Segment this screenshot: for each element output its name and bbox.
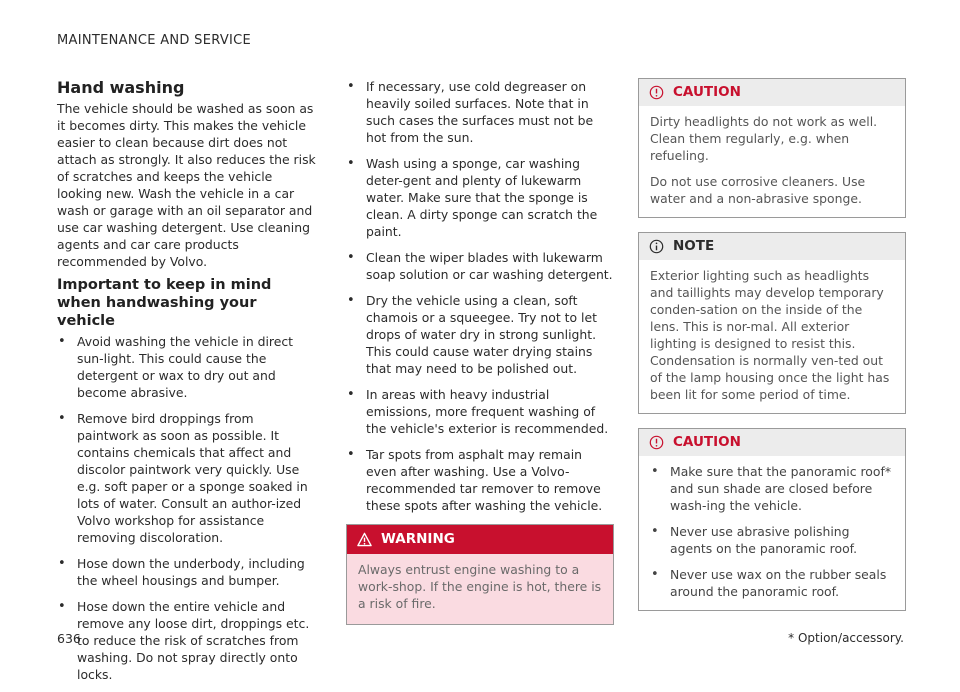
note-body [639, 260, 905, 413]
caution-header [639, 79, 905, 106]
list-item: • Hose down the underbody, including the wheel housings and bumper. [57, 555, 319, 589]
list-item: • Tar spots from asphalt may remain even after washing. Use a Volvo-recommended tar remover to remove these spots after washing the vehicle. [346, 446, 614, 514]
caution-box [638, 78, 906, 218]
intro-paragraph: The vehicle should be washed as soon as it becomes dirty. This makes the vehicle easier to clean because dirt does not attach as strongly. It also reduces the risk of scratches and keeps the vehicle looking new. Wash the vehicle in a car wash or garage with an oil separator and use car washing detergent. Use cleaning agents and car care products recommended by Volvo. [57, 101, 316, 269]
caution-info-icon [649, 85, 664, 100]
warning-title: WARNING [381, 531, 455, 547]
column-3 [638, 78, 906, 625]
caution-text: Do not use corrosive cleaners. Use water and a non-abrasive sponge. [650, 174, 866, 206]
caution-box [638, 428, 906, 611]
warning-text: Always entrust engine washing to a work-shop. If the engine is hot, there is a risk of fire. [358, 562, 602, 611]
caution-text: Dirty headlights do not work as well. Clean them regularly, e.g. when refueling. [650, 114, 878, 163]
section-subtitle: Important to keep in mind when handwashing your vehicle [57, 277, 272, 329]
caution-body [639, 456, 905, 610]
page-title: Hand washing [57, 78, 185, 97]
list-item: • Remove bird droppings from paintwork as soon as possible. It contains chemicals that affect and discolor paintwork very quickly. Use e.g. soft paper or a sponge soaked in lots of water. Consult an author-ized Volvo workshop for assistance removing discoloration. [57, 410, 319, 546]
list-item: • Make sure that the panoramic roof* and sun shade are closed before wash-ing the vehicle. [650, 463, 894, 514]
page-number: 636 [57, 631, 81, 646]
note-info-icon [649, 239, 664, 254]
caution-body [639, 106, 905, 217]
warning-header [347, 525, 613, 554]
bullet-list [650, 463, 894, 600]
list-item: • In areas with heavy industrial emissions, more frequent washing of the vehicle's exterior is recommended. [346, 386, 614, 437]
note-header [639, 233, 905, 260]
warning-triangle-icon [357, 532, 372, 547]
list-item: • Never use abrasive polishing agents on the panoramic roof. [650, 523, 894, 557]
note-title: NOTE [673, 238, 715, 254]
caution-header [639, 429, 905, 456]
caution-info-icon [649, 435, 664, 450]
caution-title: CAUTION [673, 434, 741, 450]
note-text: Exterior lighting such as headlights and taillights may develop temporary conden-sation on the inside of the lens. This is nor-mal. All exterior lighting is designed to resist this. Condensation is normally ven-ted out of the lamp housing once the light has been lit for some period of time. [650, 268, 890, 402]
warning-box [346, 524, 614, 625]
list-item: • Never use wax on the rubber seals around the panoramic roof. [650, 566, 894, 600]
column-2 [346, 78, 614, 639]
list-item: • If necessary, use cold degreaser on heavily soiled surfaces. Note that in such cases the surfaces must not be hot from the sun. [346, 78, 614, 146]
list-item: • Hose down the entire vehicle and remove any loose dirt, droppings etc. to reduce the risk of scratches from washing. Do not spray directly onto locks. [57, 598, 319, 683]
list-item: • Wash using a sponge, car washing deter-gent and plenty of lukewarm water. Make sure that the sponge is clean. A dirty sponge can scratch the paint. [346, 155, 614, 240]
list-item: • Dry the vehicle using a clean, soft chamois or a squeegee. Try not to let drops of water dry in strong sunlight. This could cause water drying stains that may need to be polished out. [346, 292, 614, 377]
list-item: • Clean the wiper blades with lukewarm soap solution or car washing detergent. [346, 249, 614, 283]
caution-title: CAUTION [673, 84, 741, 100]
note-box [638, 232, 906, 414]
footnote: * Option/accessory. [788, 631, 904, 645]
bullet-list [57, 333, 319, 683]
column-1 [57, 78, 319, 692]
warning-body [347, 554, 613, 624]
list-item: • Avoid washing the vehicle in direct sun-light. This could cause the detergent or wax to dry out and become abrasive. [57, 333, 319, 401]
bullet-list [346, 78, 614, 514]
section-header: MAINTENANCE AND SERVICE [57, 33, 252, 48]
